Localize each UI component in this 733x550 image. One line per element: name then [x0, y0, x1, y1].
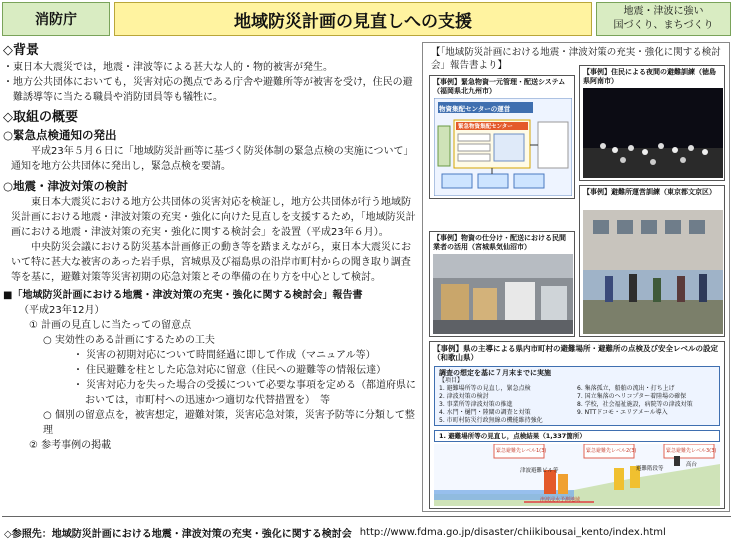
case5-item: 6. 集落孤立，船舶の流出・打ち上げ: [577, 385, 675, 392]
case5-level3: 緊急避難先レベル3(3): [666, 448, 717, 454]
case3-photo: [433, 254, 573, 334]
case1-diagram-title: 物資集配センターの運営: [439, 105, 511, 113]
case5-tower-label: 避難階段等: [636, 466, 664, 472]
tagline: [596, 2, 731, 36]
right-panel: [422, 42, 730, 512]
case1-label: 【事例】緊急物資一元管理・配送システム（福岡県北九州市）: [433, 78, 566, 95]
header: [2, 2, 731, 36]
footer: [2, 516, 731, 548]
case5-item: 3. 事業所等津波対策の推進: [439, 401, 513, 408]
report-heading: ■「地域防災計画における地震・津波対策の充実・強化に関する検討会」報告書: [3, 290, 363, 301]
case5-result-bar: 1. 避難場所等の見直し，点検結果（1,337箇所）: [434, 430, 720, 442]
report-items: [3, 318, 419, 453]
report-item: ・ 災害対応力を失った場合の受援について必要な事項を定める（都道府県においては，市町村への迅速かつ適切な代替措置を） 等: [73, 380, 416, 406]
section1-heading: ○緊急点検通知の発出: [3, 128, 117, 142]
report-date: （平成23年12月）: [19, 305, 105, 316]
case5-line-label: 津波浸水予測地域: [540, 497, 581, 503]
case4-photo: [583, 210, 723, 334]
case5-item: 2. 津波対策の検討: [439, 393, 489, 400]
tagline-line2: 国づくり、まちづくり: [613, 20, 714, 31]
case5-hill-label: 高台: [686, 462, 698, 468]
tagline-line1: 地震・津波に強い: [623, 6, 704, 17]
case5-box-sub: 【項目】: [439, 377, 464, 384]
section2-text1: 東日本大震災における地方公共団体の災害対応を検証し，地方公共団体が行う地域防災計画における地震・津波対策の充実・強化に向けた見直しを支援するため，「地域防災計画における地震・津波対策の充実・強化に関する検討会」を設置（平成23年６月）。: [11, 197, 416, 238]
footer-label: ◇参照先：地域防災計画における地震・津波対策の充実・強化に関する検討会: [4, 529, 352, 540]
background-bullet-2: ・地方公共団体においても，災害対応の拠点である庁舎や避難所等が被害を受け，住民の避難誘導等に当たる職員や消防団員等も犠牲に。: [3, 77, 413, 103]
case5-items-left: [439, 385, 577, 425]
case3-label: 【事例】物資の仕分け・配送における民間業者の活用（宮城県気仙沼市）: [433, 234, 566, 251]
page-title: 地域防災計画の見直しへの支援: [114, 2, 592, 36]
right-panel-heading: 【「地域防災計画における地震・津波対策の充実・強化に関する検討会」報告書より】: [431, 47, 721, 71]
case5-item: 1. 避難場所等の見直し，緊急点検: [439, 385, 531, 392]
case5-item: 4. 水門・樋門・陸閘の調査と対策: [439, 409, 531, 416]
case5-level1: 緊急避難先レベル1(3): [496, 448, 547, 454]
case4-label: 【事例】避難所運営訓練（東京都文京区）: [583, 188, 716, 196]
case5-box-title: 調査の想定を基に７月末までに実施: [439, 369, 551, 377]
case1-card: [429, 75, 575, 199]
case5-items-right: [577, 385, 715, 425]
section2-text2: 中央防災会議における防災基本計画修正の動き等を踏まえながら，東日本大震災において特に甚大な被害のあった岩手県，宮城県及び福島県の沿岸市町村からの聞き取り調査等を基に，避難対策等災害初期の応急対策とその準備の在り方を中心として検討。: [11, 242, 411, 283]
report-item: ① 計画の見直しに当たっての留意点: [29, 320, 192, 331]
agency-label: 消防庁: [2, 2, 110, 36]
report-item: ② 参考事例の掲載: [29, 440, 112, 451]
case2-card: [579, 65, 725, 181]
footer-url-link[interactable]: http://www.fdma.go.jp/disaster/chiikibousai_kento/index.html: [359, 527, 666, 538]
case2-label: 【事例】住民による夜間の避難訓練（徳島県阿南市）: [583, 68, 716, 85]
case5-label: 【事例】県の主導による県内市町村の避難場所・避難所の点検及び安全レベルの設定（和歌山県）: [433, 344, 718, 362]
section2-heading: ○地震・津波対策の検討: [3, 179, 129, 193]
left-column: [3, 42, 419, 512]
case4-card: [579, 185, 725, 337]
case2-photo: [583, 88, 723, 178]
background-heading: ◇背景: [3, 43, 39, 58]
case5-summary-box: [434, 366, 720, 426]
background-bullet-1: ・東日本大震災では，地震・津波等による甚大な人的・物的被害が発生。: [3, 62, 333, 73]
overview-heading: ◇取組の概要: [3, 110, 78, 125]
case5-level2: 緊急避難先レベル2(3): [586, 448, 637, 454]
case5-item: 5. 市町村防災行政無線の機能維持強化: [439, 417, 543, 424]
case1-center-label: 緊急物資集配センター: [458, 124, 513, 130]
report-item: ・ 災害の初期対応について時間経過に即して作成（マニュアル等）: [73, 350, 376, 361]
case5-item: 7. 国立集落のヘリコプター着陸場の確保: [577, 393, 687, 400]
report-item: ○ 個別の留意点を，被害想定，避難対策，災害応急対策，災害予防等に分類して整理: [43, 410, 415, 436]
case5-card: [429, 341, 725, 509]
case5-item: 9. NTTドコモ・エリアメール導入: [577, 409, 668, 416]
case3-card: [429, 231, 575, 337]
case5-building-label: 津波避難ビル等: [520, 468, 559, 474]
case5-item: 8. 学校，社会福祉施設，病院等の津波対策: [577, 401, 693, 408]
section1-text: 平成23年５月６日に「地域防災計画等に基づく防災体制の緊急点検の実施について」通知を地方公共団体に発出し，緊急点検を要請。: [11, 146, 414, 172]
report-item: ○ 実効性のある計画にするための工夫: [43, 335, 215, 346]
report-item: ・ 住民避難を柱とした応急対応に留意（住民への避難等の情報伝達）: [73, 365, 387, 376]
